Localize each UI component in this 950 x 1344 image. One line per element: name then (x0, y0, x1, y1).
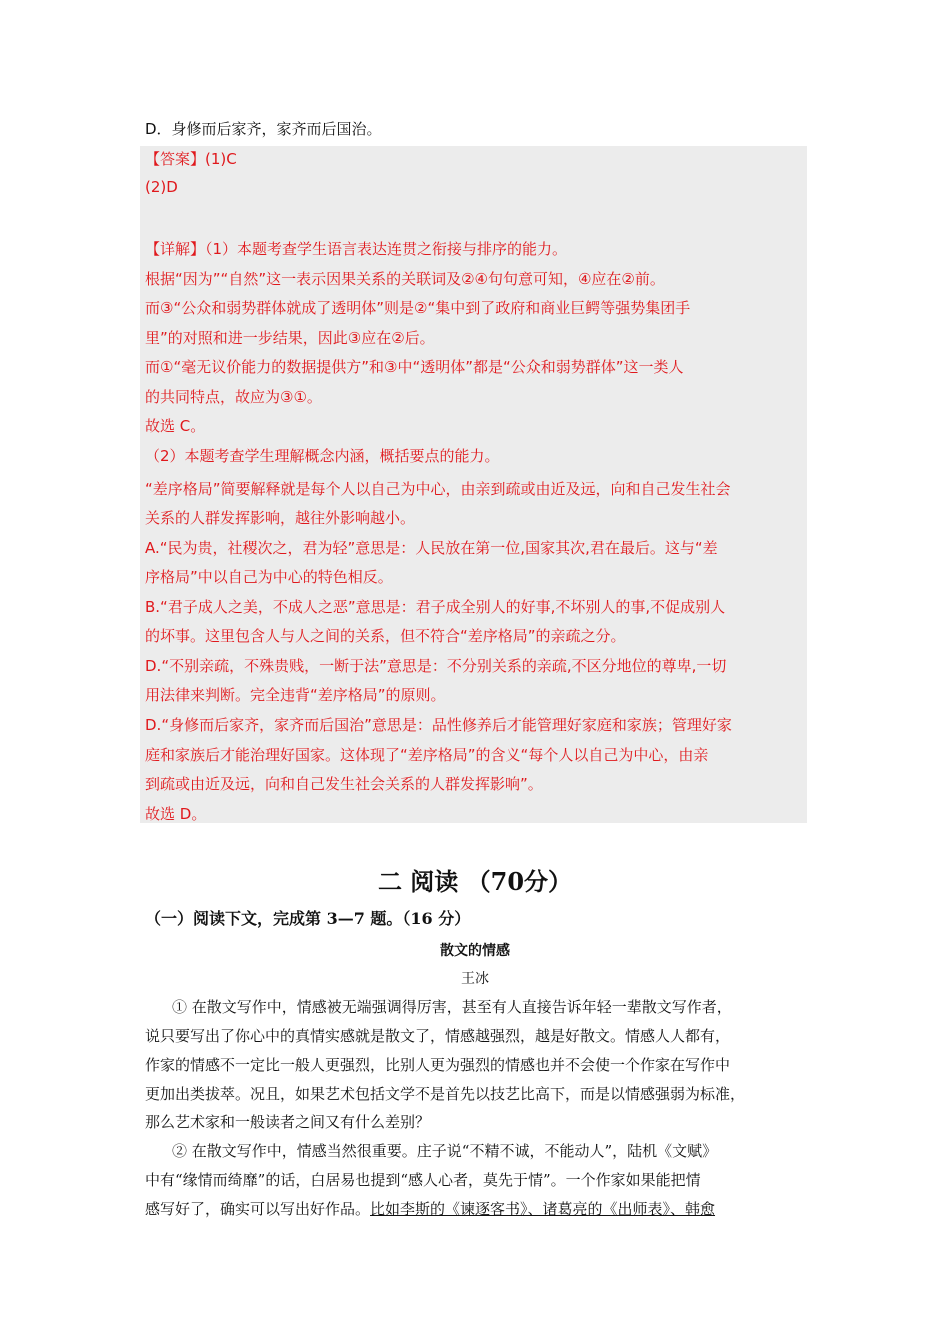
article-line: ② 在散文写作中，情感当然很重要。庄子说“不精不诚，不能动人”，陆机《文赋》 (172, 1142, 718, 1160)
article-line-plain: 感写好了，确实可以写出好作品。 (145, 1200, 371, 1218)
article-line: 那么艺术家和一般读者之间又有什么差别？ (145, 1113, 431, 1131)
article-line: 更加出类拔萃。况且，如果艺术包括文学不是首先以技艺比高下，而是以情感强弱为标准， (145, 1085, 746, 1103)
explanation-line: 故选 D。 (145, 805, 207, 823)
answer-label: 【答案】(1)C (145, 150, 237, 168)
explanation-line: B.“君子成人之美，不成人之恶”意思是：君子成全别人的好事,不坏别人的事,不促成别人 (145, 598, 726, 616)
explanation-line: 序格局”中以自己为中心的特色相反。 (145, 568, 393, 586)
explanation-line: 【详解】（1）本题考查学生语言表达连贯之衔接与排序的能力。 (145, 240, 568, 258)
explanation-line: 里”的对照和进一步结果，因此③应在②后。 (145, 329, 435, 347)
explanation-line: 的坏事。这里包含人与人之间的关系，但不符合“差序格局”的亲疏之分。 (145, 627, 626, 645)
explanation-line: A.“民为贵，社稷次之，君为轻”意思是：人民放在第一位,国家其次,君在最后。这与“差 (145, 539, 718, 557)
explanation-line: 而③“公众和弱势群体就成了透明体”则是②“集中到了政府和商业巨鳄等强势集团手 (145, 299, 691, 317)
explanation-line: “差序格局”简要解释就是每个人以自己为中心，由亲到疏或由近及远，向和自己发生社会 (145, 480, 731, 498)
explanation-line: （2）本题考查学生理解概念内涵，概括要点的能力。 (145, 447, 500, 465)
explanation-line: 庭和家族后才能治理好国家。这体现了“差序格局”的含义“每个人以自己为中心，由亲 (145, 746, 709, 764)
explanation-line: 的共同特点，故应为③①。 (145, 388, 322, 406)
article-line (145, 1198, 715, 1219)
explanation-line: 关系的人群发挥影响，越往外影响越小。 (145, 509, 416, 527)
explanation-line: D.“身修而后家齐，家齐而后国治”意思是：品性修养后才能管理好家庭和家族；管理好家 (145, 716, 732, 734)
article-line: ① 在散文写作中，情感被无端强调得厉害，甚至有人直接告诉年轻一辈散文写作者， (172, 998, 732, 1016)
article-author: 王冰 (461, 971, 489, 987)
option-d: D．身修而后家齐，家齐而后国治。 (145, 120, 382, 138)
article-line: 作家的情感不一定比一般人更强烈，比别人更为强烈的情感也并不会使一个作家在写作中 (145, 1056, 731, 1074)
explanation-line: 根据“因为”“自然”这一表示因果关系的关联词及②④句句意可知，④应在②前。 (145, 270, 665, 288)
section-title: 二 阅读 （70分） (377, 867, 573, 896)
explanation-line: 而①“毫无议价能力的数据提供方”和③中“透明体”都是“公众和弱势群体”这一类人 (145, 358, 684, 376)
explanation-line: D.“不别亲疏，不殊贵贱，一断于法”意思是：不分别关系的亲疏,不区分地位的尊卑,一切 (145, 657, 727, 675)
article-line-underlined: 比如李斯的《谏逐客书》、诸葛亮的《出师表》、韩愈 (370, 1200, 716, 1218)
section-subheading: （一）阅读下文，完成第 3—7 题。（16 分） (145, 909, 471, 928)
article-line: 说只要写出了你心中的真情实感就是散文了，情感越强烈，越是好散文。情感人人都有， (145, 1027, 731, 1045)
explanation-line: 用法律来判断。完全违背“差序格局”的原则。 (145, 686, 446, 704)
answer-line-2: (2)D (145, 178, 178, 196)
explanation-line: 到疏或由近及远，向和自己发生社会关系的人群发挥影响”。 (145, 775, 543, 793)
article-title: 散文的情感 (440, 943, 510, 959)
article-line: 中有“缘情而绮靡”的话，白居易也提到“感人心者，莫先于情”。一个作家如果能把情 (145, 1171, 701, 1189)
explanation-line: 故选 C。 (145, 417, 206, 435)
